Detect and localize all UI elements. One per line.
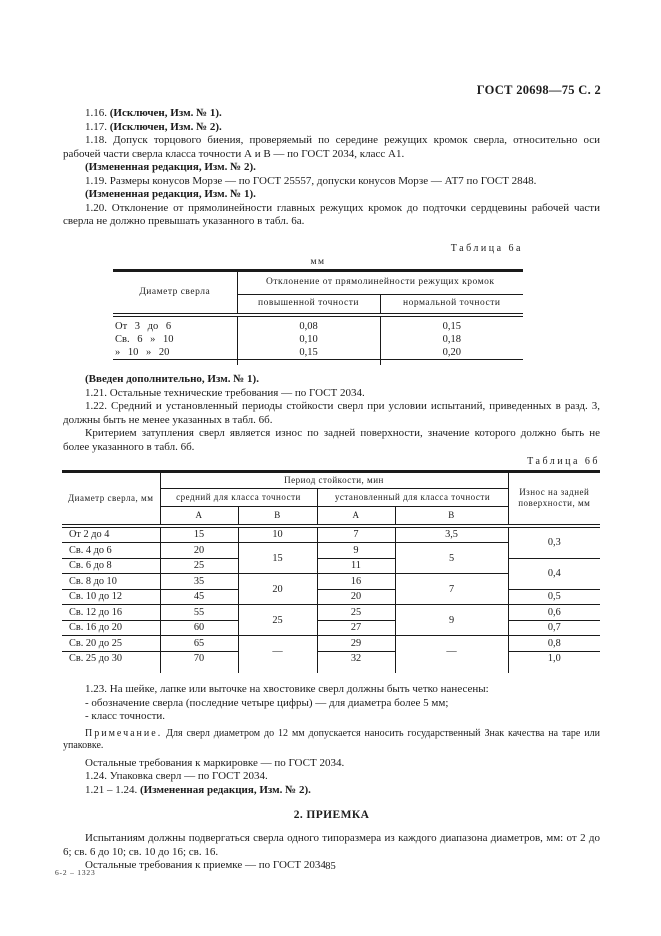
column-header-established-group: установленный для класса точности [317, 489, 508, 507]
table-row [113, 333, 523, 346]
column-header-period-group: Период стойкости, мин [160, 472, 508, 489]
table-tail [113, 360, 523, 366]
paragraph-1-24: 1.24. Упаковка сверл — по ГОСТ 2034. [85, 770, 268, 782]
cell-diameter: Св. 4 до 6 [62, 543, 160, 559]
paragraph-1-23: 1.23. На шейке, лапке или выточке на хвостовике сверл должны быть четко нанесены: [85, 683, 489, 695]
cell-wear: 0,4 [508, 558, 600, 589]
table-6a [113, 269, 523, 366]
column-header-normal-precision: нормальной точности [380, 294, 523, 315]
cell-high: 0,15 [237, 346, 380, 360]
note-paragraph [63, 728, 600, 753]
table-row [62, 526, 600, 543]
cell-normal: 0,20 [380, 346, 523, 360]
paragraph-number: 1.17. [85, 120, 110, 133]
document-content [63, 107, 600, 873]
cell-wear: 1,0 [508, 651, 600, 666]
cell-avg-a: 35 [160, 574, 238, 590]
table-6a-unit: мм [310, 256, 326, 267]
paragraph-1-23-item-designation: - обозначение сверла (последние четыре цифры) — для диаметра более 5 мм; [85, 696, 449, 709]
column-header-deviation-group: Отклонение от прямолинейности режущих кромок [237, 270, 523, 294]
excluded-note: (Исключен, Изм. № 2). [109, 120, 222, 133]
added-note: (Введен дополнительно, Изм. № 1). [85, 373, 259, 385]
column-header-diameter: Диаметр сверла, мм [62, 472, 160, 526]
paragraph-1-21: 1.21. Остальные технические требования — по ГОСТ 2034. [85, 386, 365, 399]
cell-set-a: 16 [317, 574, 395, 590]
cell-set-a: 7 [317, 526, 395, 543]
table-row [62, 558, 600, 574]
column-header-high-precision: повышенной точности [237, 294, 380, 315]
cell-set-b: 9 [395, 605, 508, 636]
page-header-gost-number: ГОСТ 20698—75 С. 2 [476, 83, 601, 97]
paragraph-1-16 [63, 107, 600, 121]
table-6b [62, 470, 600, 673]
cell-high: 0,10 [237, 333, 380, 346]
paragraph-rest-marking: Остальные требования к маркировке — по ГОСТ 2034. [85, 756, 345, 769]
cell-high: 0,08 [237, 315, 380, 333]
cell-diameter: Св. 6 до 8 [62, 558, 160, 574]
cell-avg-b: 15 [238, 543, 317, 574]
cell-set-a: 11 [317, 558, 395, 574]
cell-normal: 0,15 [442, 321, 461, 332]
cell-set-a: 32 [317, 651, 395, 666]
cell-set-a: 27 [317, 620, 395, 636]
paragraph-1-19: 1.19. Размеры конусов Морзе — по ГОСТ 25557, допуски конусов Морзе — АТ7 по ГОСТ 2848. [85, 174, 537, 187]
column-header-wear: Износ на задней поверхности, мм [508, 472, 600, 526]
cell-diameter: Св. 12 до 16 [62, 605, 160, 621]
cell-wear: 0,6 [508, 605, 600, 621]
cell-avg-a: 20 [160, 543, 238, 559]
cell-wear: 0,8 [508, 636, 600, 652]
table-row [62, 605, 600, 621]
table-6a-block [113, 243, 523, 366]
table-6b-caption: Таблица 6б [527, 456, 600, 467]
column-header-class-a: А [160, 507, 238, 526]
cell-avg-a: 25 [160, 558, 238, 574]
cell-diameter: Св. 8 до 10 [62, 574, 160, 590]
column-header-class-b: В [395, 507, 508, 526]
paragraph-1-23-item-class: - класс точности. [85, 710, 166, 722]
cell-diameter: От 2 до 4 [62, 526, 160, 543]
cell-set-b: 5 [395, 543, 508, 574]
cell-avg-b: 10 [238, 526, 317, 543]
page-number: 85 [325, 861, 336, 872]
table-row [62, 589, 600, 605]
column-header-average-group: средний для класса точности [160, 489, 317, 507]
note-label: Примечание. [85, 727, 163, 739]
footer-imprint: 6-2 – 1323 [55, 868, 96, 877]
table-row [113, 315, 523, 333]
cell-wear: 0,7 [508, 620, 600, 636]
cell-set-a: 9 [317, 543, 395, 559]
cell-diameter: Св. 6 » 10 [113, 333, 237, 346]
table-6a-caption: Таблица 6а [450, 242, 523, 254]
cell-avg-a: 70 [160, 651, 238, 666]
cell-avg-a: 55 [160, 605, 238, 621]
cell-avg-a: 65 [160, 636, 238, 652]
cell-avg-b: 25 [238, 605, 317, 636]
paragraph-rest-acceptance: Остальные требования к приемке — по ГОСТ 2034 [85, 859, 326, 871]
cell-avg-b: 20 [238, 574, 317, 605]
cell-diameter: От 3 до 6 [113, 315, 237, 333]
cell-diameter: Св. 16 до 20 [62, 620, 160, 636]
change-note: (Измененная редакция, Изм. № 2). [140, 783, 311, 796]
paragraph-1-17 [63, 121, 600, 135]
cell-diameter: Св. 25 до 30 [62, 651, 160, 666]
cell-wear: 0,3 [547, 537, 561, 548]
table-tail [62, 666, 600, 673]
cell-normal: 0,18 [442, 334, 461, 345]
cell-wear: 0,5 [508, 589, 600, 605]
cell-diameter: Св. 10 до 12 [62, 589, 160, 605]
cell-set-b: 7 [395, 574, 508, 605]
table-row [62, 636, 600, 652]
paragraph-1-22-criterion: Критерием затупления сверл является износ по задней поверхности, значение которого должно быть не более указанного в табл. 6б. [63, 427, 600, 453]
note-text: Для сверл диаметром до 12 мм допускается наносить государственный Знак качества на таре или упаковке. [63, 727, 600, 751]
paragraph-1-20: 1.20. Отклонение от прямолинейности главных режущих кромок до подточки сердцевины рабочей части сверла не должно превышать указанного в табл. 6а. [63, 201, 600, 227]
cell-avg-a: 15 [160, 526, 238, 543]
table-row [62, 620, 600, 636]
cell-avg-a: 60 [160, 620, 238, 636]
column-header-class-b: В [238, 507, 317, 526]
change-note-1-19: (Измененная редакция, Изм. № 1). [85, 188, 256, 200]
cell-avg-a: 45 [160, 589, 238, 605]
cell-set-b: 3,5 [395, 526, 508, 543]
paragraph-number: 1.16. [85, 107, 110, 119]
cell-set-a: 29 [317, 636, 395, 652]
cell-set-b: — [395, 636, 508, 667]
table-row [62, 651, 600, 666]
column-header-class-a: А [317, 507, 395, 526]
cell-diameter: Св. 20 до 25 [62, 636, 160, 652]
cell-set-a: 20 [317, 589, 395, 605]
cell-set-a: 25 [317, 605, 395, 621]
table-6b-block [62, 456, 600, 673]
paragraph-1-18: 1.18. Допуск торцового биения, проверяемый по середине режущих кромок сверла, относительно оси рабочей части сверла класса точности А и В — по ГОСТ 2034, класс А1. [63, 134, 600, 160]
cell-diameter: » 10 » 20 [113, 346, 237, 360]
cell-avg-b: — [238, 636, 317, 667]
change-note-1-18: (Измененная редакция, Изм. № 2). [85, 161, 256, 173]
paragraph-1-21-1-24-change [63, 784, 600, 798]
paragraph-number: 1.21 – 1.24. [85, 783, 140, 796]
paragraph-1-22: 1.22. Средний и установленный периоды стойкости сверл при условии испытаний, приведенных в разд. 3, должны быть не менее указанных в табл. 6б. [63, 400, 600, 426]
paragraph-acceptance-tests: Испытаниям должны подвергаться сверла одного типоразмера из каждого диапазона диаметров, мм: от 2 до 6; св. 6 до 10; св. 10 до 16; св. 16. [63, 832, 600, 858]
excluded-note: (Исключен, Изм. № 1). [109, 107, 222, 119]
section-2-title: 2. ПРИЕМКА [293, 809, 370, 821]
column-header-diameter: Диаметр сверла [113, 270, 237, 315]
table-row [113, 346, 523, 360]
